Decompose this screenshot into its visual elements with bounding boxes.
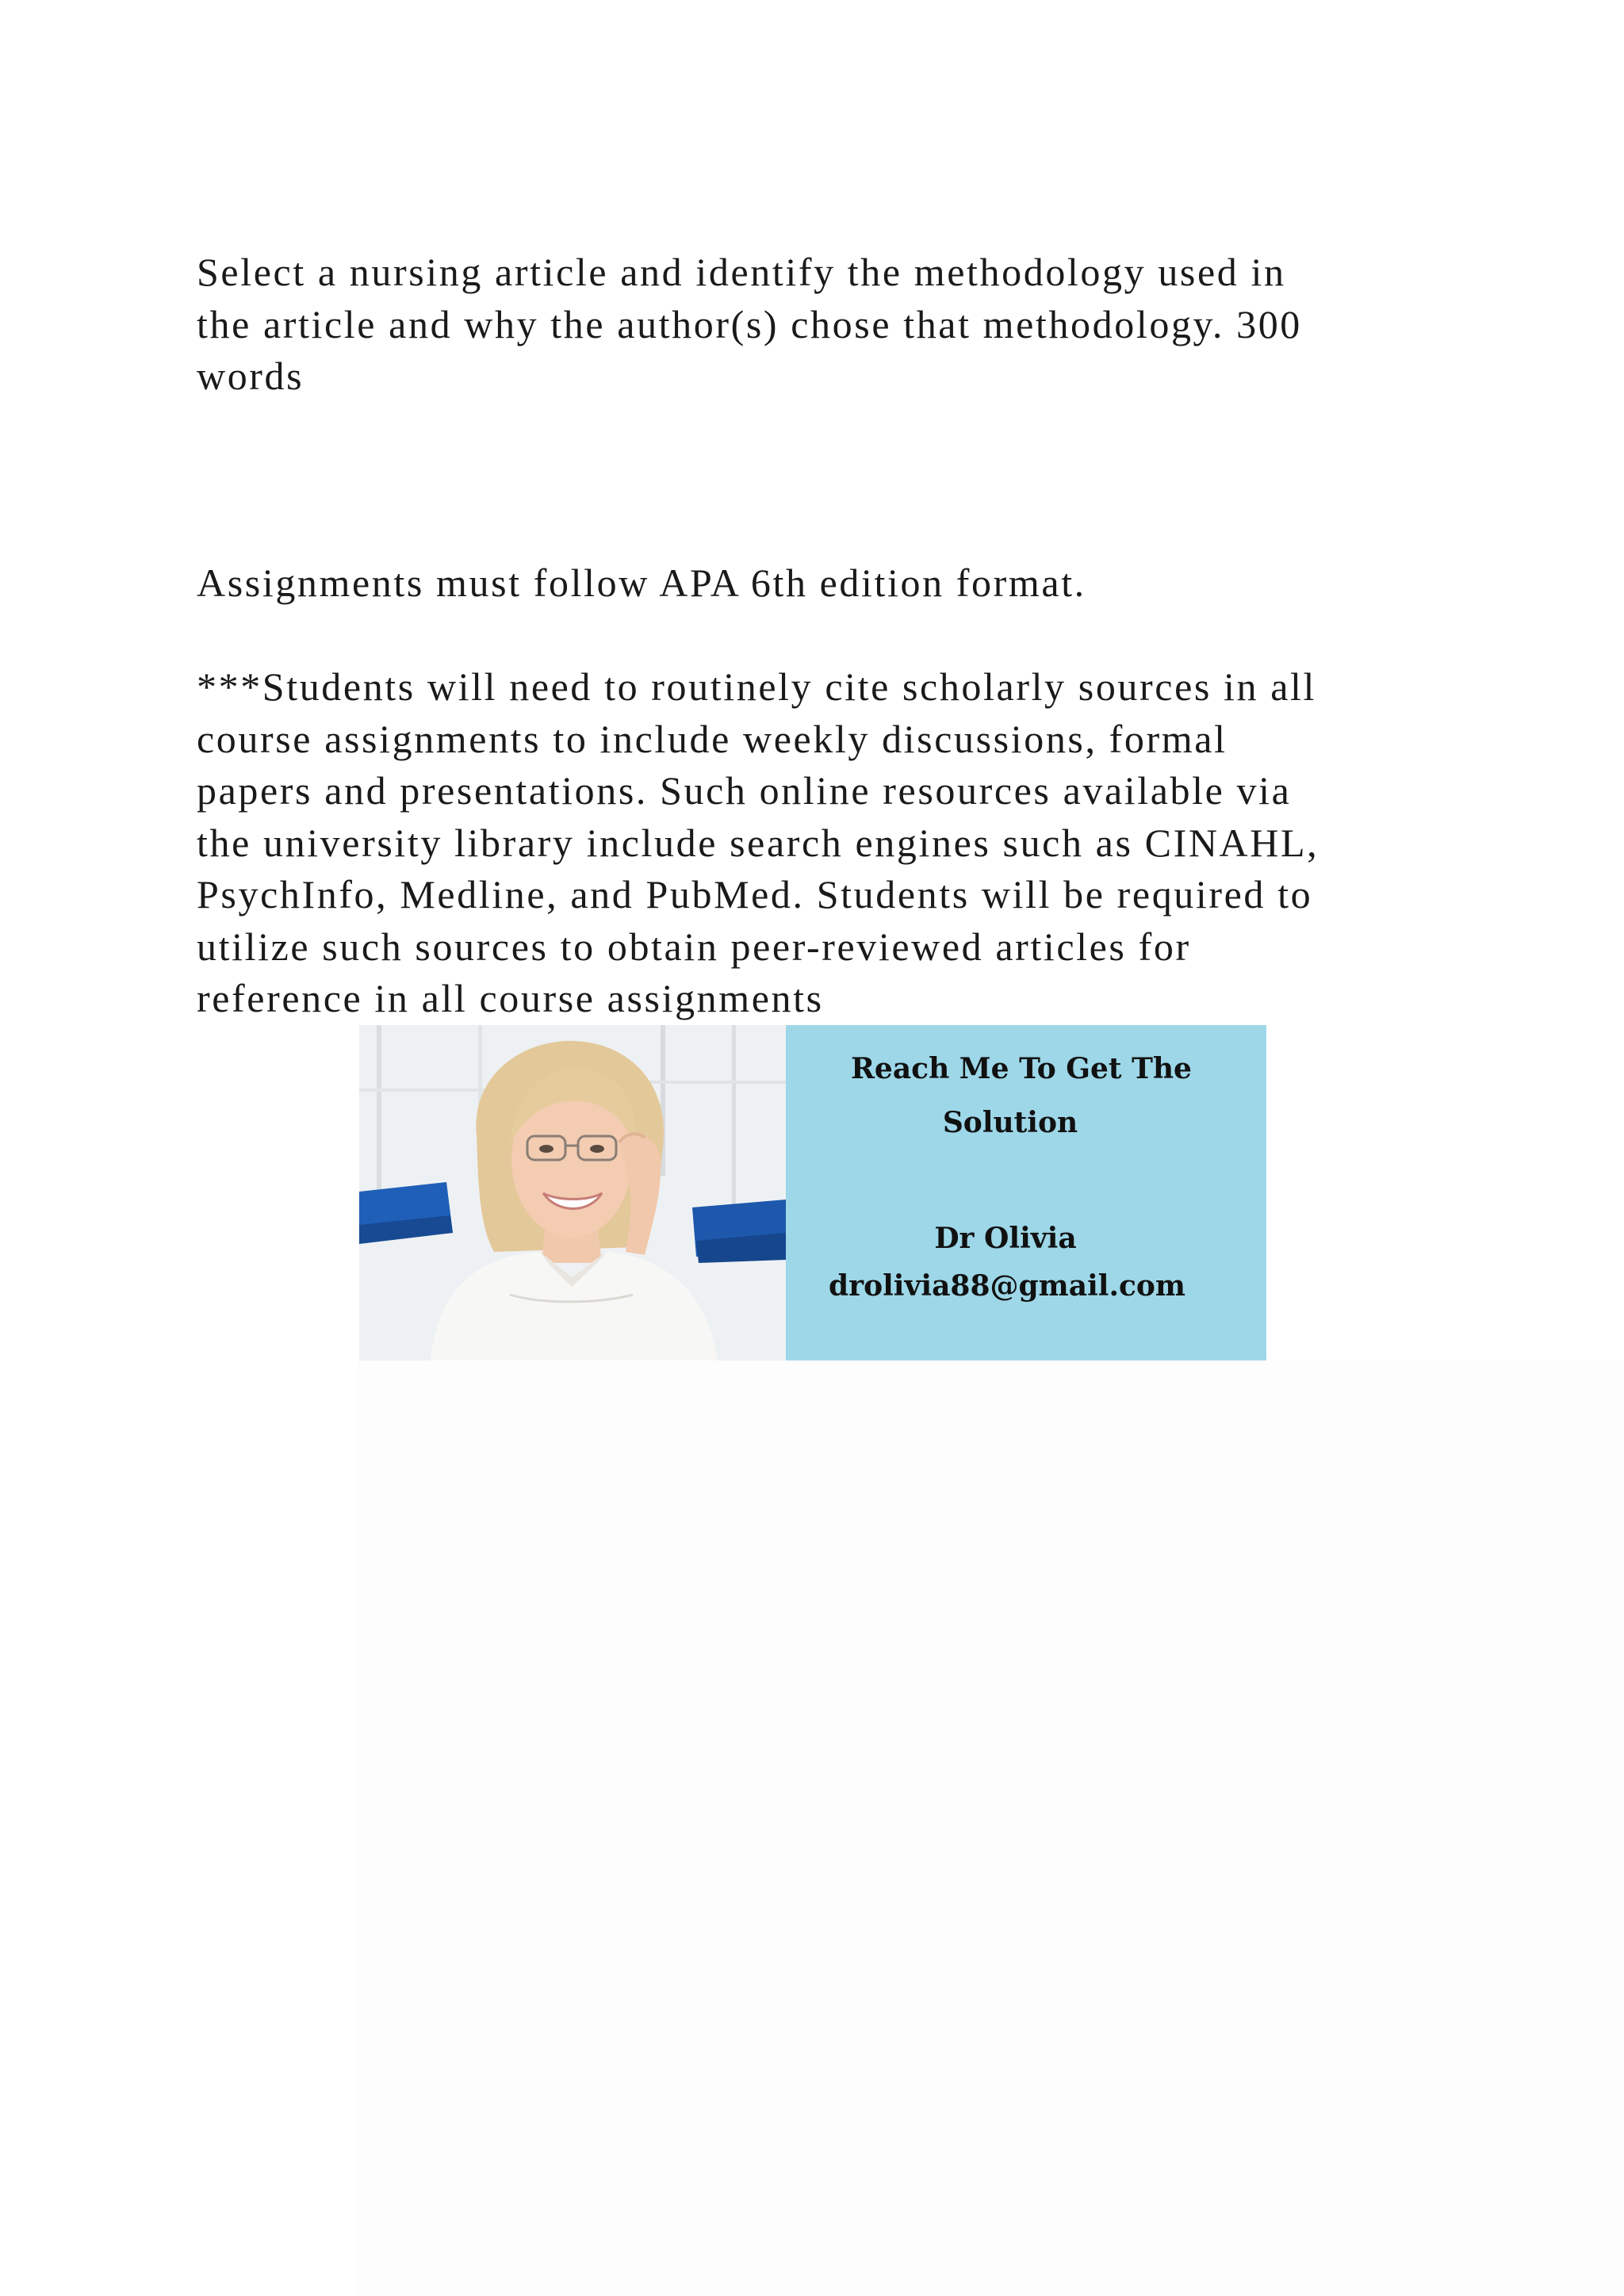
contact-name: Dr Olivia [934,1222,1077,1255]
text-line: reference in all course assignments [197,976,824,1020]
text-line: Assignments must follow APA 6th edition format. [197,561,1086,605]
text-line: utilize such sources to obtain peer-reviewed articles for [197,924,1191,969]
format-requirement [197,557,1434,610]
sources-requirement [197,661,1434,1025]
text-line: PsychInfo, Medline, and PubMed. Students will be required to [197,872,1313,916]
assignment-prompt [197,247,1434,403]
text-line: Select a nursing article and identify the methodology used in [197,250,1286,294]
text-line: words [197,354,304,398]
text-line: the article and why the author(s) chose that methodology. 300 [197,301,1302,346]
woman-photo [359,1025,786,1360]
banner-heading-line2: Solution [942,1106,1078,1139]
contact-info-panel [786,1025,1266,1360]
blank-panel [358,1360,1624,2296]
contact-email: drolivia88@gmail.com [828,1269,1186,1303]
text-line: the university library include search engines such as CINAHL, [197,820,1320,865]
text-line: course assignments to include weekly discussions, formal [197,716,1228,761]
woman-photo-illustration [359,1025,786,1360]
text-line: ***Students will need to routinely cite scholarly sources in all [197,664,1316,709]
banner-heading-line1: Reach Me To Get The [851,1052,1192,1085]
text-line: papers and presentations. Such online resources available via [197,768,1292,813]
contact-banner [359,1025,1266,1360]
